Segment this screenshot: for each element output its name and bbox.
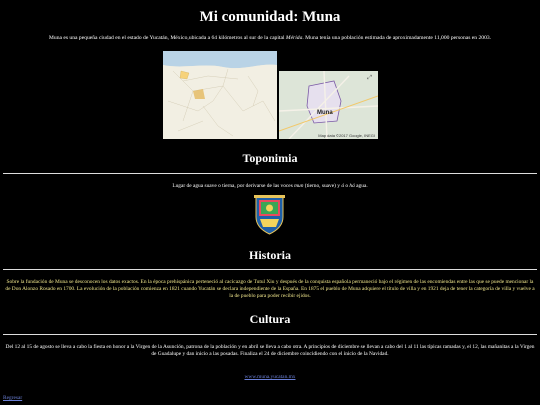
toponimia-paragraph [4,183,536,190]
toponimia-text-before: Lugar de agua suave o tierna, por derivarse de las voces [172,183,295,189]
expand-icon[interactable]: ⤢ [367,75,372,81]
toponimia-heading: Toponimia [242,151,298,165]
muna-map-graphic [279,71,378,139]
divider [3,334,537,335]
yucatan-map-graphic [163,51,277,139]
yucatan-state-map [163,51,277,139]
intro-paragraph [12,35,528,42]
maps-container [163,51,378,139]
historia-heading: Historia [249,248,291,262]
toponimia-word-a: á [341,183,345,189]
toponimia-text-after: agua. [354,183,368,189]
capital-name: Mérida [285,35,303,41]
intro-text-before: Muna es una pequeña ciudad en el estado de Yucatán, México,ubicada a 64 kilómetros al sur de la capital [48,35,286,41]
toponimia-word-ha: há [349,183,355,189]
cultura-paragraph: Del 12 al 15 de agosto se lleva a cabo la fiesta en honor a la Virgen de la Asunción, patrona de la población y en abril se lleva a cabo otra. A principios de diciembre se llevan a cabo del 1 al 11 las típicas ramadas y, el 12, las mañanitas a la Virgen de Guadalupe y dan inicio a las posadas. Finaliza el 24 de diciembre coincidiendo con el inicio de la Navidad. [5,344,535,357]
map-attribution: Map data ©2017 Google, INEGI [318,133,375,138]
back-link[interactable]: Regresar [3,395,23,401]
cultura-heading: Cultura [249,312,291,326]
divider [3,173,537,174]
intro-text-after: . Muna tenía una población estimada de aproximadamente 11,000 personas en 2003. [302,35,492,41]
historia-paragraph: Sobre la fundación de Muna se desconocen los datos exactos. En la época prehispánica perteneció al cacicazgo de Tutul Xiu y después de la conquista española permaneció bajo el régimen de las encomiendas entre las que se puede mencionar la de Don Alonzo Rosado en 1700. La evolución de la población comienza en 1821 cuando Yucatán se declara independiente de la España. En 1875 el pueblo de Muna adquiere el título de villa y en 1921 deja de tener la categoría de villa y vuelve a la de pueblo para poder recibir ejidos. [5,279,535,299]
coat-of-arms-graphic [254,191,285,235]
toponimia-word-mun: mun [294,183,304,189]
page-title: Mi comunidad: Muna [199,9,341,25]
source-link[interactable]: www.muna.yucatan.mx [244,374,296,380]
toponimia-text-or: o [344,183,350,189]
muna-coat-of-arms [254,191,285,235]
muna-map-label: Muna [317,110,333,116]
divider [3,269,537,270]
muna-town-map[interactable] [279,71,378,139]
toponimia-text-mid: (tierno, suave) y [303,183,342,189]
